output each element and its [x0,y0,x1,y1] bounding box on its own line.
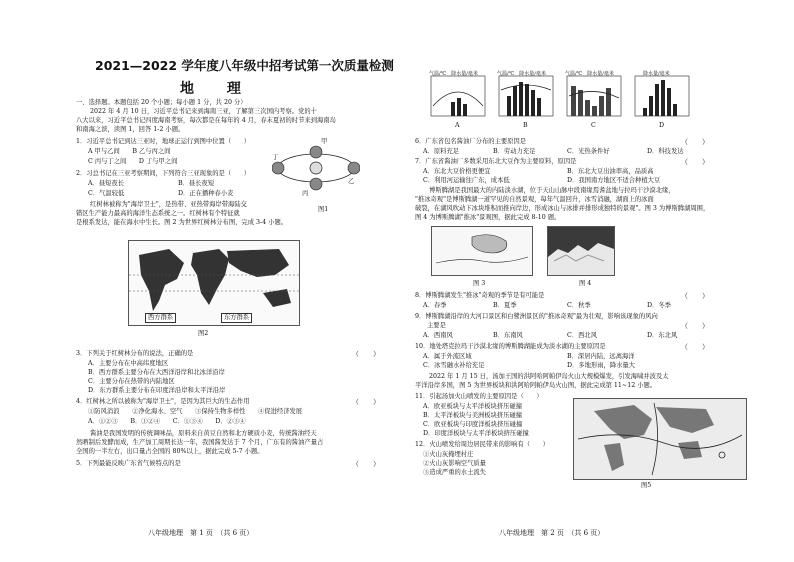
question-4-options: A．①②③ B．①②④ C．①③④ D．②③④ [88,418,246,425]
option: D．科技发达 [647,148,684,155]
option: A．欧亚板块与太平洋板块挤压碰撞 [423,403,523,410]
section-heading: 一、选择题。本题包括 20 个小题；每小题 1 分，共 20 分） [76,99,247,106]
option: D．正在播种春小麦 [178,190,234,197]
ice-push-photo [547,226,615,276]
subject-title: 地 理 [180,81,255,97]
figure-caption: 图5 [641,482,652,489]
option: C．主要分布在热带的内陆地区 [88,378,175,385]
question-5: 5．下列最能反映广东省气候特点的是 [76,460,181,467]
chart-axis-label: 降水量/毫米 [643,71,670,77]
option: C．欧亚板块与印度洋板块挤压碰撞 [423,421,523,428]
option: B．昼长夜短 [178,180,215,187]
chart-axis-label: 气温/℃ 降水量/毫米 [497,71,546,77]
option: D．我国南方地区不适合种植大豆 [567,177,661,184]
option: B．东南风 [493,332,523,339]
figure-caption: 图1 [318,206,329,213]
option: A．主要分布在中高纬度地区 [88,360,169,367]
passage-line: 破裂，在湖风吹动下冰块堆积而推向岸边，形成冰山与冰排并排形成独特的景观"。图 3 为博斯腾湖周围， [415,205,710,212]
passage-line: 然晒制后发酵而成，生产加工周期长达一年，我国酱发达于 7 个月，广东有的酱油产量占 [76,439,324,446]
question-1: 1．习近平总书记到达三亚时，地球正运行到图中位置（ ） [76,138,251,145]
chart-axis-label: 气温/℃ 降水量/毫米 [429,71,478,77]
option: A．昼短夜长 [88,180,125,187]
option: C．气温较低 [88,190,125,197]
orbit-label: 丁 [272,154,279,161]
plate-tectonics-map [573,398,747,480]
passage-line: 酱油是我国发明的传统调味品，原料来自黄豆自然和北方硬质小麦，传统酱油经天 [90,430,317,437]
option: ③造成严重的水土流失 [423,469,486,476]
option: B．东北大豆出油率高，品质高 [567,168,654,175]
option: C．利用河运输往广东，成本低 [423,177,510,184]
answer-parens: （ ） [681,343,709,351]
answer-parens: （ ） [681,138,709,146]
chart-option: A [455,122,460,129]
bosten-lake-map [431,226,533,276]
figure-caption: 图2 [198,330,209,337]
question-6: 6．广东省包名酱油厂分布的主要原因是 [415,138,527,145]
option: B．西方群系主要分布在大西洋沿岸和北冰洋沿岸 [88,369,225,376]
option: C．西北风 [567,332,598,339]
option: ②火山灰影响空气质量 [423,460,486,467]
question-1-options: C 丙与丁之间 D 丁与甲之间 [88,158,178,165]
question-12: 12．火山喷发给周边居民带来的影响有（ ） [415,441,549,448]
intro-line: 八大以来，习近平总书记四度海南考察，每次都是在每年的 4 月，春末夏初的时节来到海南岛 [76,117,336,124]
climate-chart-c [567,76,621,116]
orbit-diagram [272,138,360,204]
answer-parens: （ ） [681,292,709,300]
answer-parens: （ ） [352,350,380,358]
option: A．属于外流区域 [423,353,472,360]
intro-line: 2022 年 4 月 10 日，习近平总书记来到海南三亚，了解第三次国内考察。党的十 [90,108,317,115]
chart-axis-label: 气温/℃ 降水量/毫米 [565,71,614,77]
question-11: 11．引起汤加火山喷发的主要原因是（ ） [415,393,543,400]
passage-line: "推冰奇观"是博斯腾湖一道罕见的自然景观，每年气温回升，冰雪消融，湖面上的冰面 [415,196,654,203]
option: D．冬季 [647,302,671,309]
answer-parens: （ ） [352,460,380,468]
passage-line: 2022 年 1 月 15 日，汤加王国的洪阿哈阿帕伊岛火山大规模爆发，引发海啸并波及太 [429,373,669,380]
climate-chart-d [635,76,689,116]
orbit-label: 甲 [321,138,328,145]
option: B．劳动力充足 [493,148,536,155]
page-footer: 八年级地理 第 1 页 （共 6 页） [148,529,254,537]
question-3: 3．下列关于红树林分布的说法，正确的是 [76,350,194,357]
option: A．原料充足 [423,148,460,155]
question-7: 7．广东省酱油厂多数采用东北大豆作为主要原料，原因是 [415,158,577,165]
figure-caption: 图 3 [473,280,486,287]
passage-line: 博斯腾湖是我国最大的内陆淡水湖，位于天山山脉中段南缘焉耆盆地与拉玛干沙漠北缘， [429,187,675,194]
question-8: 8．博斯腾湖发生"推冰"奇观的季节是有可能是 [415,292,545,299]
mangrove-world-map [128,240,300,326]
answer-parens: （ ） [681,158,709,166]
option: B．深居内陆，远离海洋 [567,353,635,360]
option: B．夏季 [493,302,517,309]
chart-option: D [659,122,665,129]
question-9: 主要是 [427,322,446,329]
option: C．光热条件好 [567,148,610,155]
passage-line: 全国的一半左右，出口量占全国的 80%以上，据此完成 5-7 小题。 [76,448,264,455]
option: C．冰雪融水补给充足 [423,362,485,369]
question-10: 10．地处塔克拉玛干沙漠北缘的博斯腾湖能成为淡水湖的主要原因是 [415,343,606,350]
option: D．印度洋板块与太平洋板块挤压碰撞 [423,430,529,437]
passage-line: 图 4 为博斯腾湖"推冰"景观图，据此完成 8-10 题。 [415,214,561,221]
question-1-options: A 甲与乙间 B 乙与丙之间 [88,148,171,155]
question-4-items: ①防风消浪 ②净化海水、空气 ③保持生物多样性 ④促进经济发展 [88,408,303,415]
answer-parens: （ ） [681,322,709,330]
passage-line: 红树林被称为"海岸卫士"，是热带、亚热带海岸带海陆交 [90,201,247,208]
option: ①火山灰掩埋村庄 [423,451,474,458]
map-label-west: 西方群系 [145,313,176,323]
climate-charts [429,70,699,132]
intro-line: 和南海之滨，读图 1，回答 1-2 小题。 [76,126,185,133]
option: D．多地形雨，降水量大 [567,362,636,369]
answer-parens: （ ） [352,398,380,406]
option: A．春季 [423,302,447,309]
option: D．东北风 [647,332,678,339]
climate-chart-b [499,76,553,116]
option: C．秋季 [567,302,591,309]
question-9: 9．博斯腾湖沿岸的大河口景区和白鹭洲景区的"推冰奇观"最为壮观，影响该现象的风向 [415,313,658,320]
passage-line: 是根系发达，能在海水中生长。图 2 为世界红树林分布图，完成 3-4 小题。 [76,219,288,226]
right-page [397,0,794,562]
option: B．太平洋板块与美洲板块挤压碰撞 [423,412,523,419]
question-2: 2．习总书记在三亚考察期间，下列符合三亚现象的是（ ） [76,170,251,177]
question-4: 4．红树林之所以被称为"海岸卫士"，是因为其巨大的生态作用 [76,398,250,405]
option: A．东北大豆价格更便宜 [423,168,491,175]
map-label-east: 东方群系 [221,313,252,323]
chart-option: B [523,122,528,129]
chart-option: C [591,122,596,129]
orbit-label: 丙 [302,190,309,197]
climate-chart-a [431,76,485,116]
exam-title: 2021—2022 学年度八年级中招考试第一次质量检测 [95,58,394,73]
figure-caption: 图 4 [579,280,592,287]
passage-line: 平洋沿岸多国，图 5 为世界板块和洪阿哈阿帕伊岛火山图，据此完成第 11~12 小题。 [415,382,657,389]
page-footer: 八年级地理 第 2 页 （共 6 页） [499,529,605,537]
orbit-label: 乙 [348,178,355,185]
option: D．东方群系主要分布在印度洋沿岸和太平洋沿岸 [88,387,226,394]
option: A．西南风 [423,332,453,339]
passage-line: 错区生产能力最高的海洋生态系统之一。红树林有个特征就 [76,210,240,217]
